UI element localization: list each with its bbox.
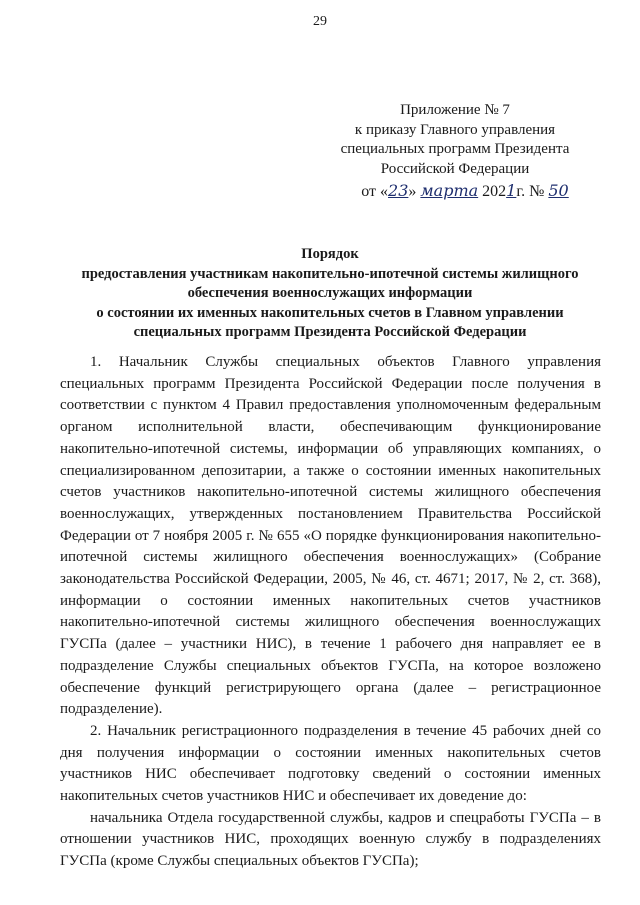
title-line: обеспечения военнослужащих информации (187, 285, 473, 301)
order-date-number (340, 181, 590, 201)
page-number: 29 (313, 14, 327, 29)
handwritten-order-number: 50 (548, 181, 569, 200)
title-line: Порядок (301, 246, 359, 262)
paragraph-2: 2. Начальник регистрационного подразделения в течение 45 рабочих дней со дня получения информации о состоянии именных накопительных счетов участников НИС обеспечивает подготовку сведений о состоянии именных накопительных счетов участников НИС и обеспечивает их доведение до: (60, 722, 601, 805)
appendix-header (330, 101, 580, 179)
paragraph-1: 1. Начальник Службы специальных объектов Главного управления специальных программ Президента Российской Федерации после получения в соответствии с пунктом 4 Правил предоставления уполномоченным федеральным органом исполнительной власти, обеспечивающим функционирование накопительно-ипотечной системы, информации об управляющих компаниях, о специализированном депозитарии, а также о состоянии именных накопительных счетов участников накопительно-ипотечной системы жилищного обеспечения военнослужащих, утвержденных постановлением Правительства Российской Федерации от 7 ноября 2005 г. № 655 «О порядке функционирования накопительно-ипотечной системы жилищного обеспечения военнослужащих» (Собрание законодательства Российской Федерации, 2005, № 46, ст. 4671; 2017, № 2, ст. 368), информации о состоянии именных накопительных счетов участников накопительно-ипотечной системы жилищного обеспечения военнослужащих ГУСПа (далее – участники НИС), в течение 1 рабочего дня направляет ее в подразделение Службы специальных объектов ГУСПа, на которое возложено обеспечение функций регистрирующего органа (далее – регистрационное подразделение). (60, 354, 601, 718)
handwritten-day: 23 (388, 181, 409, 200)
title-line: предоставления участникам накопительно-ипотечной системы жилищного (81, 265, 579, 282)
date-separator: » (408, 183, 421, 200)
appendix-line: специальных программ Президента (340, 141, 570, 157)
handwritten-year-digit: 1 (506, 181, 517, 200)
paragraph-3: начальника Отдела государственной службы, кадров и спецработы ГУСПа – в отношении участников НИС, проходящих военную службу в подразделениях ГУСПа (кроме Службы специальных объектов ГУСПа); (60, 809, 601, 870)
appendix-line: Российской Федерации (380, 160, 530, 177)
number-label: г. № (516, 183, 549, 200)
handwritten-month: марта (420, 181, 479, 200)
year-prefix: 202 (478, 183, 507, 200)
date-prefix: от « (361, 183, 389, 200)
document-body (60, 352, 601, 873)
document-title (60, 245, 600, 343)
title-line: специальных программ Президента Российской Федерации (133, 324, 527, 340)
appendix-line: Приложение № 7 (400, 102, 510, 118)
title-line: о состоянии их именных накопительных счетов в Главном управлении (96, 304, 564, 321)
appendix-line: к приказу Главного управления (354, 121, 556, 138)
